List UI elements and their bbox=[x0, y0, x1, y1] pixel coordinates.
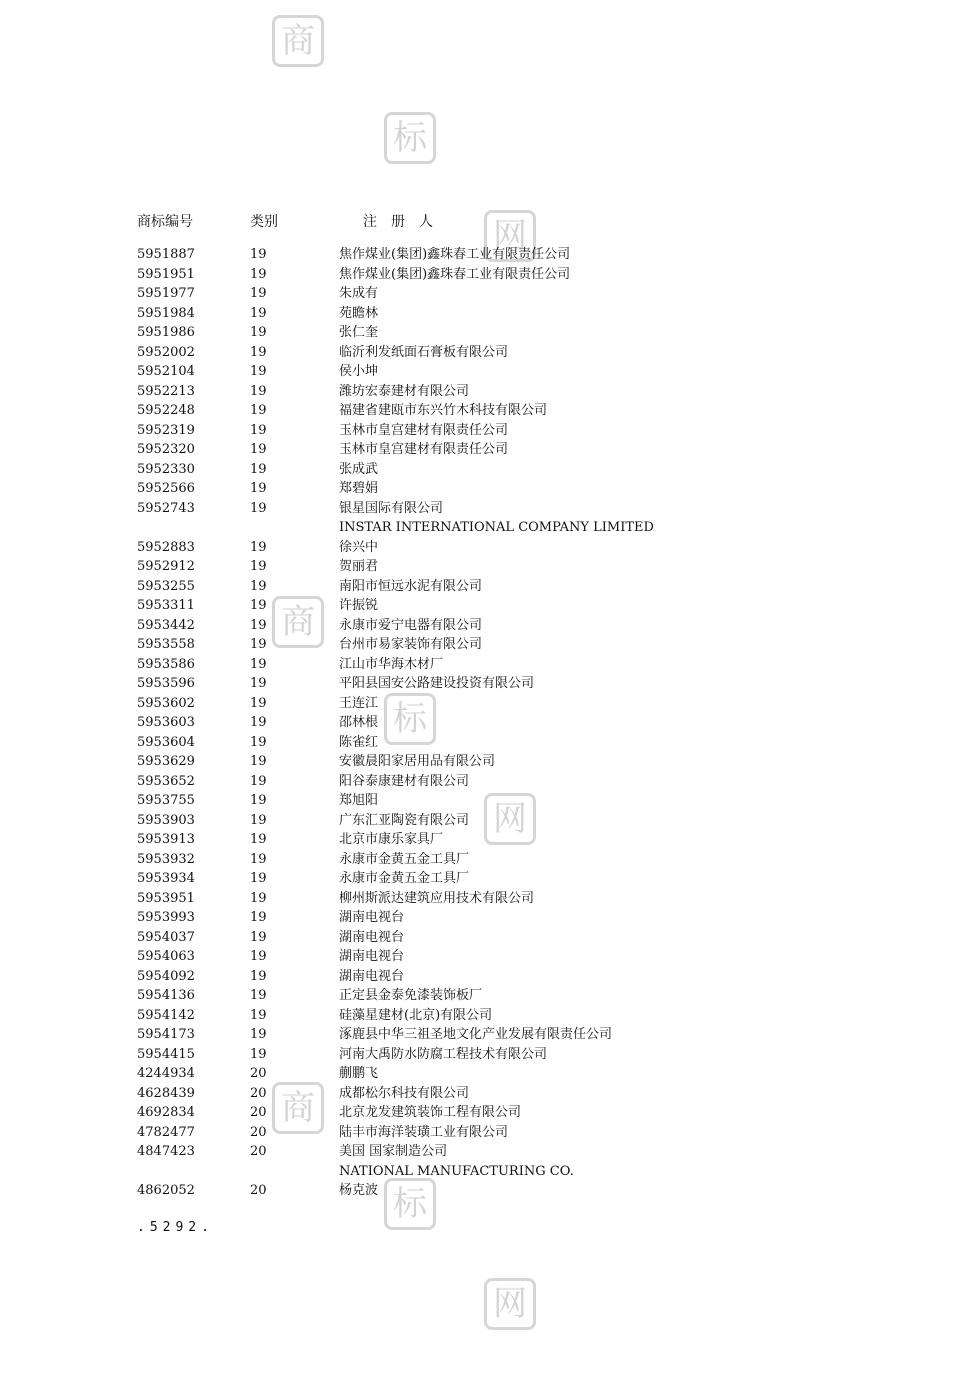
trademark-class: 19 bbox=[250, 715, 267, 730]
trademark-class: 20 bbox=[250, 1183, 267, 1198]
registrant-name: 永康市爱宁电器有限公司 bbox=[339, 617, 483, 633]
table-row bbox=[137, 421, 897, 441]
trademark-number: 5953913 bbox=[137, 832, 195, 847]
trademark-number: 5954142 bbox=[137, 1007, 195, 1023]
trademark-class: 19 bbox=[250, 773, 267, 789]
trademark-number: 5954415 bbox=[137, 1046, 195, 1062]
registrant-name: 湖南电视台 bbox=[339, 949, 405, 964]
registrant-name: 湖南电视台 bbox=[339, 929, 405, 945]
registrant-name: 台州市易家装饰有限公司 bbox=[339, 637, 483, 652]
table-row bbox=[137, 362, 897, 382]
table-row bbox=[137, 772, 897, 792]
trademark-number: 5953586 bbox=[137, 656, 195, 672]
trademark-number: 5953951 bbox=[137, 890, 195, 906]
watermark-stamp: 标 bbox=[384, 693, 436, 745]
trademark-class: 19 bbox=[250, 929, 267, 945]
registrant-name: 成都松尔科技有限公司 bbox=[339, 1085, 470, 1101]
registrant-name: 蒯鹏飞 bbox=[339, 1066, 379, 1081]
trademark-number: 5953442 bbox=[137, 617, 195, 633]
table-row bbox=[137, 538, 897, 558]
table-row bbox=[137, 245, 897, 265]
table-row bbox=[137, 928, 897, 948]
trademark-number: 5953596 bbox=[137, 676, 195, 691]
table-row bbox=[137, 791, 897, 811]
table-row bbox=[137, 304, 897, 324]
trademark-number: 4847423 bbox=[137, 1144, 195, 1159]
trademark-number: 5952320 bbox=[137, 442, 195, 457]
trademark-number: 5951951 bbox=[137, 266, 195, 282]
table-row bbox=[137, 401, 897, 421]
trademark-class: 19 bbox=[250, 383, 267, 399]
watermark-stamp: 商 bbox=[272, 15, 324, 67]
table-row bbox=[137, 889, 897, 909]
registrant-name: 张仁奎 bbox=[339, 325, 379, 340]
trademark-class: 19 bbox=[250, 481, 267, 496]
trademark-class: 20 bbox=[250, 1124, 267, 1140]
table-row bbox=[137, 869, 897, 889]
trademark-class: 19 bbox=[250, 344, 267, 360]
table-row bbox=[137, 811, 897, 831]
registrant-name: 美国 国家制造公司 bbox=[339, 1144, 448, 1159]
trademark-number: 5953903 bbox=[137, 812, 195, 828]
trademark-class: 19 bbox=[250, 851, 267, 867]
registrant-name: 苑瞻林 bbox=[339, 305, 379, 321]
table-row bbox=[137, 694, 897, 714]
trademark-class: 19 bbox=[250, 695, 267, 711]
trademark-class: 19 bbox=[250, 890, 267, 906]
header-class: 类别 bbox=[250, 214, 278, 230]
trademark-number: 4628439 bbox=[137, 1085, 195, 1101]
trademark-number: 5952002 bbox=[137, 344, 195, 360]
trademark-number: 5953558 bbox=[137, 637, 195, 652]
trademark-class: 19 bbox=[250, 637, 267, 652]
trademark-class: 19 bbox=[250, 988, 267, 1003]
registrant-name: 侯小坤 bbox=[339, 364, 379, 379]
trademark-list bbox=[137, 245, 897, 1201]
table-row bbox=[137, 479, 897, 499]
table-row bbox=[137, 440, 897, 460]
registrant-name: 河南大禹防水防腐工程技术有限公司 bbox=[339, 1046, 548, 1062]
trademark-class: 19 bbox=[250, 793, 267, 808]
registrant-name: 许振锐 bbox=[339, 598, 379, 613]
table-row bbox=[137, 713, 897, 733]
registrant-name: 江山市华海木材厂 bbox=[339, 656, 444, 672]
registrant-name: 正定县金泰免漆装饰板厂 bbox=[339, 988, 483, 1003]
registrant-name: 邵林根 bbox=[339, 715, 379, 730]
table-row bbox=[137, 1064, 897, 1084]
table-row bbox=[137, 460, 897, 480]
registrant-name: 南阳市恒远水泥有限公司 bbox=[339, 578, 483, 594]
table-row bbox=[137, 947, 897, 967]
registrant-name: 北京市康乐家具厂 bbox=[339, 832, 444, 847]
registrant-name: 朱成有 bbox=[339, 286, 379, 301]
registrant-name: 平阳县国安公路建设投资有限公司 bbox=[339, 676, 535, 691]
registrant-name: 张成武 bbox=[339, 461, 379, 477]
registrant-name: 徐兴中 bbox=[339, 539, 379, 555]
registrant-name: 硅藻星建材(北京)有限公司 bbox=[339, 1007, 493, 1023]
trademark-class: 20 bbox=[250, 1144, 267, 1159]
trademark-class: 19 bbox=[250, 1027, 267, 1042]
registrant-name: 安徽晨阳家居用品有限公司 bbox=[339, 754, 496, 769]
trademark-number: 5952104 bbox=[137, 364, 195, 379]
watermark-stamp: 网 bbox=[484, 793, 536, 845]
trademark-class: 20 bbox=[250, 1105, 267, 1120]
registrant-name: 永康市金黄五金工具厂 bbox=[339, 851, 470, 867]
table-row bbox=[137, 557, 897, 577]
trademark-class: 20 bbox=[250, 1066, 267, 1081]
table-row bbox=[137, 1045, 897, 1065]
trademark-class: 19 bbox=[250, 598, 267, 613]
trademark-class: 19 bbox=[250, 832, 267, 847]
trademark-class: 19 bbox=[250, 364, 267, 379]
trademark-number: 5953255 bbox=[137, 578, 195, 594]
table-row bbox=[137, 323, 897, 343]
page-number: .5292. bbox=[137, 1220, 214, 1235]
registrant-name: INSTAR INTERNATIONAL COMPANY LIMITED bbox=[339, 520, 654, 535]
table-row bbox=[137, 1103, 897, 1123]
registrant-name: 临沂利发纸面石膏板有限公司 bbox=[339, 344, 509, 360]
trademark-number: 4692834 bbox=[137, 1105, 195, 1120]
registrant-name: NATIONAL MANUFACTURING CO. bbox=[339, 1163, 574, 1179]
trademark-number: 4244934 bbox=[137, 1066, 195, 1081]
table-row bbox=[137, 1181, 897, 1201]
registrant-name: 焦作煤业(集团)鑫珠春工业有限责任公司 bbox=[339, 247, 571, 262]
trademark-number: 5952213 bbox=[137, 383, 195, 399]
trademark-class: 19 bbox=[250, 461, 267, 477]
trademark-class: 19 bbox=[250, 247, 267, 262]
trademark-number: 5954092 bbox=[137, 968, 195, 984]
trademark-class: 19 bbox=[250, 325, 267, 340]
table-row bbox=[137, 577, 897, 597]
registrant-name: 柳州斯派达建筑应用技术有限公司 bbox=[339, 890, 535, 906]
table-row bbox=[137, 830, 897, 850]
trademark-number: 5953603 bbox=[137, 715, 195, 730]
trademark-class: 19 bbox=[250, 949, 267, 964]
registrant-name: 王连江 bbox=[339, 695, 379, 711]
trademark-number: 5953602 bbox=[137, 695, 195, 711]
trademark-number: 5952743 bbox=[137, 500, 195, 516]
table-row bbox=[137, 1162, 897, 1182]
registrant-name: 湖南电视台 bbox=[339, 968, 405, 984]
trademark-number: 5951887 bbox=[137, 247, 195, 262]
trademark-class: 19 bbox=[250, 539, 267, 555]
registrant-name: 湖南电视台 bbox=[339, 910, 405, 925]
registrant-name: 潍坊宏泰建材有限公司 bbox=[339, 383, 470, 399]
watermark-stamp: 商 bbox=[272, 1082, 324, 1134]
registrant-name: 贺丽君 bbox=[339, 559, 379, 574]
trademark-number: 5952319 bbox=[137, 422, 195, 438]
trademark-number: 5953311 bbox=[137, 598, 195, 613]
trademark-number: 5952883 bbox=[137, 539, 195, 555]
table-row bbox=[137, 343, 897, 363]
trademark-class: 19 bbox=[250, 910, 267, 925]
table-row bbox=[137, 733, 897, 753]
table-row bbox=[137, 986, 897, 1006]
watermark-stamp: 标 bbox=[384, 112, 436, 164]
trademark-class: 19 bbox=[250, 442, 267, 457]
trademark-class: 19 bbox=[250, 968, 267, 984]
table-row bbox=[137, 752, 897, 772]
registrant-name: 涿鹿县中华三祖圣地文化产业发展有限责任公司 bbox=[339, 1027, 613, 1042]
registrant-name: 阳谷泰康建材有限公司 bbox=[339, 773, 470, 789]
table-row bbox=[137, 1025, 897, 1045]
trademark-number: 4862052 bbox=[137, 1183, 195, 1198]
registrant-name: 郑旭阳 bbox=[339, 793, 379, 808]
table-header bbox=[137, 211, 897, 231]
trademark-number: 5951986 bbox=[137, 325, 195, 340]
watermark-stamp: 网 bbox=[484, 210, 536, 262]
trademark-number: 5952566 bbox=[137, 481, 195, 496]
trademark-number: 5951984 bbox=[137, 305, 195, 321]
trademark-class: 19 bbox=[250, 617, 267, 633]
trademark-class: 20 bbox=[250, 1085, 267, 1101]
trademark-class: 19 bbox=[250, 754, 267, 769]
table-row bbox=[137, 655, 897, 675]
table-row bbox=[137, 1006, 897, 1026]
trademark-class: 19 bbox=[250, 676, 267, 691]
registrant-name: 广东汇亚陶瓷有限公司 bbox=[339, 812, 470, 828]
table-row bbox=[137, 499, 897, 519]
trademark-number: 5954063 bbox=[137, 949, 195, 964]
table-row bbox=[137, 596, 897, 616]
trademark-class: 19 bbox=[250, 266, 267, 282]
watermark-stamp: 商 bbox=[272, 596, 324, 648]
trademark-number: 5952248 bbox=[137, 403, 195, 418]
table-row bbox=[137, 850, 897, 870]
trademark-class: 19 bbox=[250, 500, 267, 516]
registrant-name: 玉林市皇宫建材有限责任公司 bbox=[339, 422, 509, 438]
table-row bbox=[137, 967, 897, 987]
table-row bbox=[137, 518, 897, 538]
registrant-name: 杨克波 bbox=[339, 1183, 379, 1198]
trademark-class: 19 bbox=[250, 1007, 267, 1023]
trademark-number: 5953993 bbox=[137, 910, 195, 925]
trademark-class: 19 bbox=[250, 403, 267, 418]
trademark-number: 4782477 bbox=[137, 1124, 195, 1140]
registrant-name: 北京龙发建筑装饰工程有限公司 bbox=[339, 1105, 522, 1120]
table-row bbox=[137, 1084, 897, 1104]
trademark-number: 5954037 bbox=[137, 929, 195, 945]
trademark-class: 19 bbox=[250, 656, 267, 672]
trademark-class: 19 bbox=[250, 871, 267, 886]
registrant-name: 永康市金黄五金工具厂 bbox=[339, 871, 470, 886]
registrant-name: 银星国际有限公司 bbox=[339, 500, 444, 516]
trademark-number: 5953932 bbox=[137, 851, 195, 867]
watermark-stamp: 网 bbox=[484, 1278, 536, 1330]
trademark-class: 19 bbox=[250, 305, 267, 321]
trademark-number: 5953604 bbox=[137, 734, 195, 750]
registrant-name: 郑碧娟 bbox=[339, 481, 379, 496]
registrant-name: 陆丰市海洋装璜工业有限公司 bbox=[339, 1124, 509, 1140]
registrant-name: 陈雀红 bbox=[339, 734, 379, 750]
registrant-name: 玉林市皇宫建材有限责任公司 bbox=[339, 442, 509, 457]
trademark-number: 5951977 bbox=[137, 286, 195, 301]
table-row bbox=[137, 265, 897, 285]
trademark-number: 5953652 bbox=[137, 773, 195, 789]
table-row bbox=[137, 382, 897, 402]
table-row bbox=[137, 616, 897, 636]
table-row bbox=[137, 284, 897, 304]
trademark-number: 5954173 bbox=[137, 1027, 195, 1042]
table-row bbox=[137, 1123, 897, 1143]
header-registrant: 注 册 人 bbox=[363, 214, 433, 230]
trademark-class: 19 bbox=[250, 1046, 267, 1062]
trademark-number: 5954136 bbox=[137, 988, 195, 1003]
trademark-number: 5953934 bbox=[137, 871, 195, 886]
table-row bbox=[137, 908, 897, 928]
trademark-class: 19 bbox=[250, 812, 267, 828]
registrant-name: 福建省建瓯市东兴竹木科技有限公司 bbox=[339, 403, 548, 418]
trademark-class: 19 bbox=[250, 559, 267, 574]
trademark-class: 19 bbox=[250, 286, 267, 301]
table-row bbox=[137, 1142, 897, 1162]
trademark-number: 5952912 bbox=[137, 559, 195, 574]
header-number: 商标编号 bbox=[137, 214, 193, 230]
registrant-name: 焦作煤业(集团)鑫珠春工业有限责任公司 bbox=[339, 266, 571, 282]
table-row bbox=[137, 674, 897, 694]
trademark-class: 19 bbox=[250, 734, 267, 750]
trademark-number: 5953629 bbox=[137, 754, 195, 769]
table-row bbox=[137, 635, 897, 655]
trademark-class: 19 bbox=[250, 578, 267, 594]
trademark-class: 19 bbox=[250, 422, 267, 438]
trademark-number: 5952330 bbox=[137, 461, 195, 477]
watermark-stamp: 标 bbox=[384, 1178, 436, 1230]
trademark-number: 5953755 bbox=[137, 793, 195, 808]
